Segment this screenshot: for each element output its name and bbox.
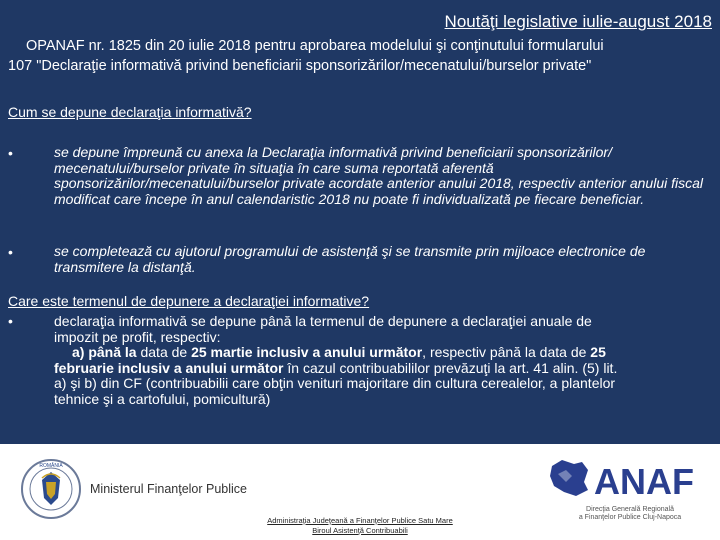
anaf-subtitle-line-2: a Finanţelor Publice Cluj-Napoca (578, 514, 682, 521)
answer-bold: 25 (590, 344, 606, 360)
administration-line-1: Administraţia Judeţeană a Finanţelor Publice Satu Mare (267, 516, 453, 525)
administration-line-2: Biroul Asistenţă Contribuabili (312, 525, 408, 535)
answer-line: tehnice şi a cartofului, pomicultură) (54, 390, 271, 407)
answer-bold: februarie inclusiv a anului următor (54, 359, 284, 376)
bullet-icon: • (8, 145, 13, 161)
order-title-line-1: OPANAF nr. 1825 din 20 iulie 2018 pentru aprobarea modelului şi conţinutului formularului (26, 38, 604, 54)
anaf-subtitle (560, 506, 700, 522)
question-deadline: Care este termenul de depunere a declaraţiei informative? (8, 293, 370, 309)
crest-label: ROMÂNIA (39, 463, 63, 469)
administration-name (200, 516, 520, 535)
answer-bold: 25 martie inclusiv a anului următor (191, 344, 423, 360)
answer-line: declaraţia informativă se depune până la termenul de depunere a declaraţiei anuale de (54, 313, 592, 329)
bullet-icon: • (8, 244, 13, 260)
bullet-text: se depune împreună cu anexa la Declaraţia informativă privind beneficiarii sponsorizărilor/ mecenatului/burselor private în situaţia în care suma reportată aferentă sponsorizărilor/mecenatului/burselor private acordate anterior anului 2018, respectiv anterior anului fiscal modificat care începe în anul calendaristic 2018 nu poate fi individualizată pe fiecare beneficiar. (54, 144, 704, 207)
answer-bold: a) până la (72, 344, 137, 360)
answer-line: impozit pe profit, respectiv: (54, 328, 221, 345)
anaf-logo-icon (548, 456, 698, 500)
answer-text: în cazul contribuabililor prevăzuţi la art. 41 alin. (5) lit. (283, 359, 618, 376)
answer-line (72, 345, 606, 361)
order-title-line-2: 107 "Declaraţie informativă privind beneficiarii sponsorizărilor/mecenatului/burselor private" (8, 58, 592, 74)
anaf-subtitle-line-1: Direcţia Generală Regională (586, 506, 674, 513)
anaf-logo-text: ANAF (594, 461, 694, 500)
bullet-text: se completează cu ajutorul programului de asistenţă şi se transmite prin mijloace electronice de transmitere la distanţă. (54, 243, 646, 275)
answer-line (54, 361, 617, 377)
answer-line: a) şi b) din CF (contribuabilii care obţin venituri majoritare din cultura cerealelor, a plantelor (54, 375, 616, 391)
ministry-name: Ministerul Finanţelor Publice (90, 482, 248, 496)
slide-footer (0, 444, 720, 540)
slide-title: Noutăţi legislative iulie-august 2018 (444, 12, 712, 31)
bullet-icon: • (8, 313, 13, 329)
answer-text: , respectiv până la data de (422, 344, 591, 360)
answer-text: data de (136, 344, 192, 360)
romania-crest-icon (20, 458, 82, 520)
question-how-to-submit: Cum se depune declaraţia informativă? (8, 104, 252, 120)
